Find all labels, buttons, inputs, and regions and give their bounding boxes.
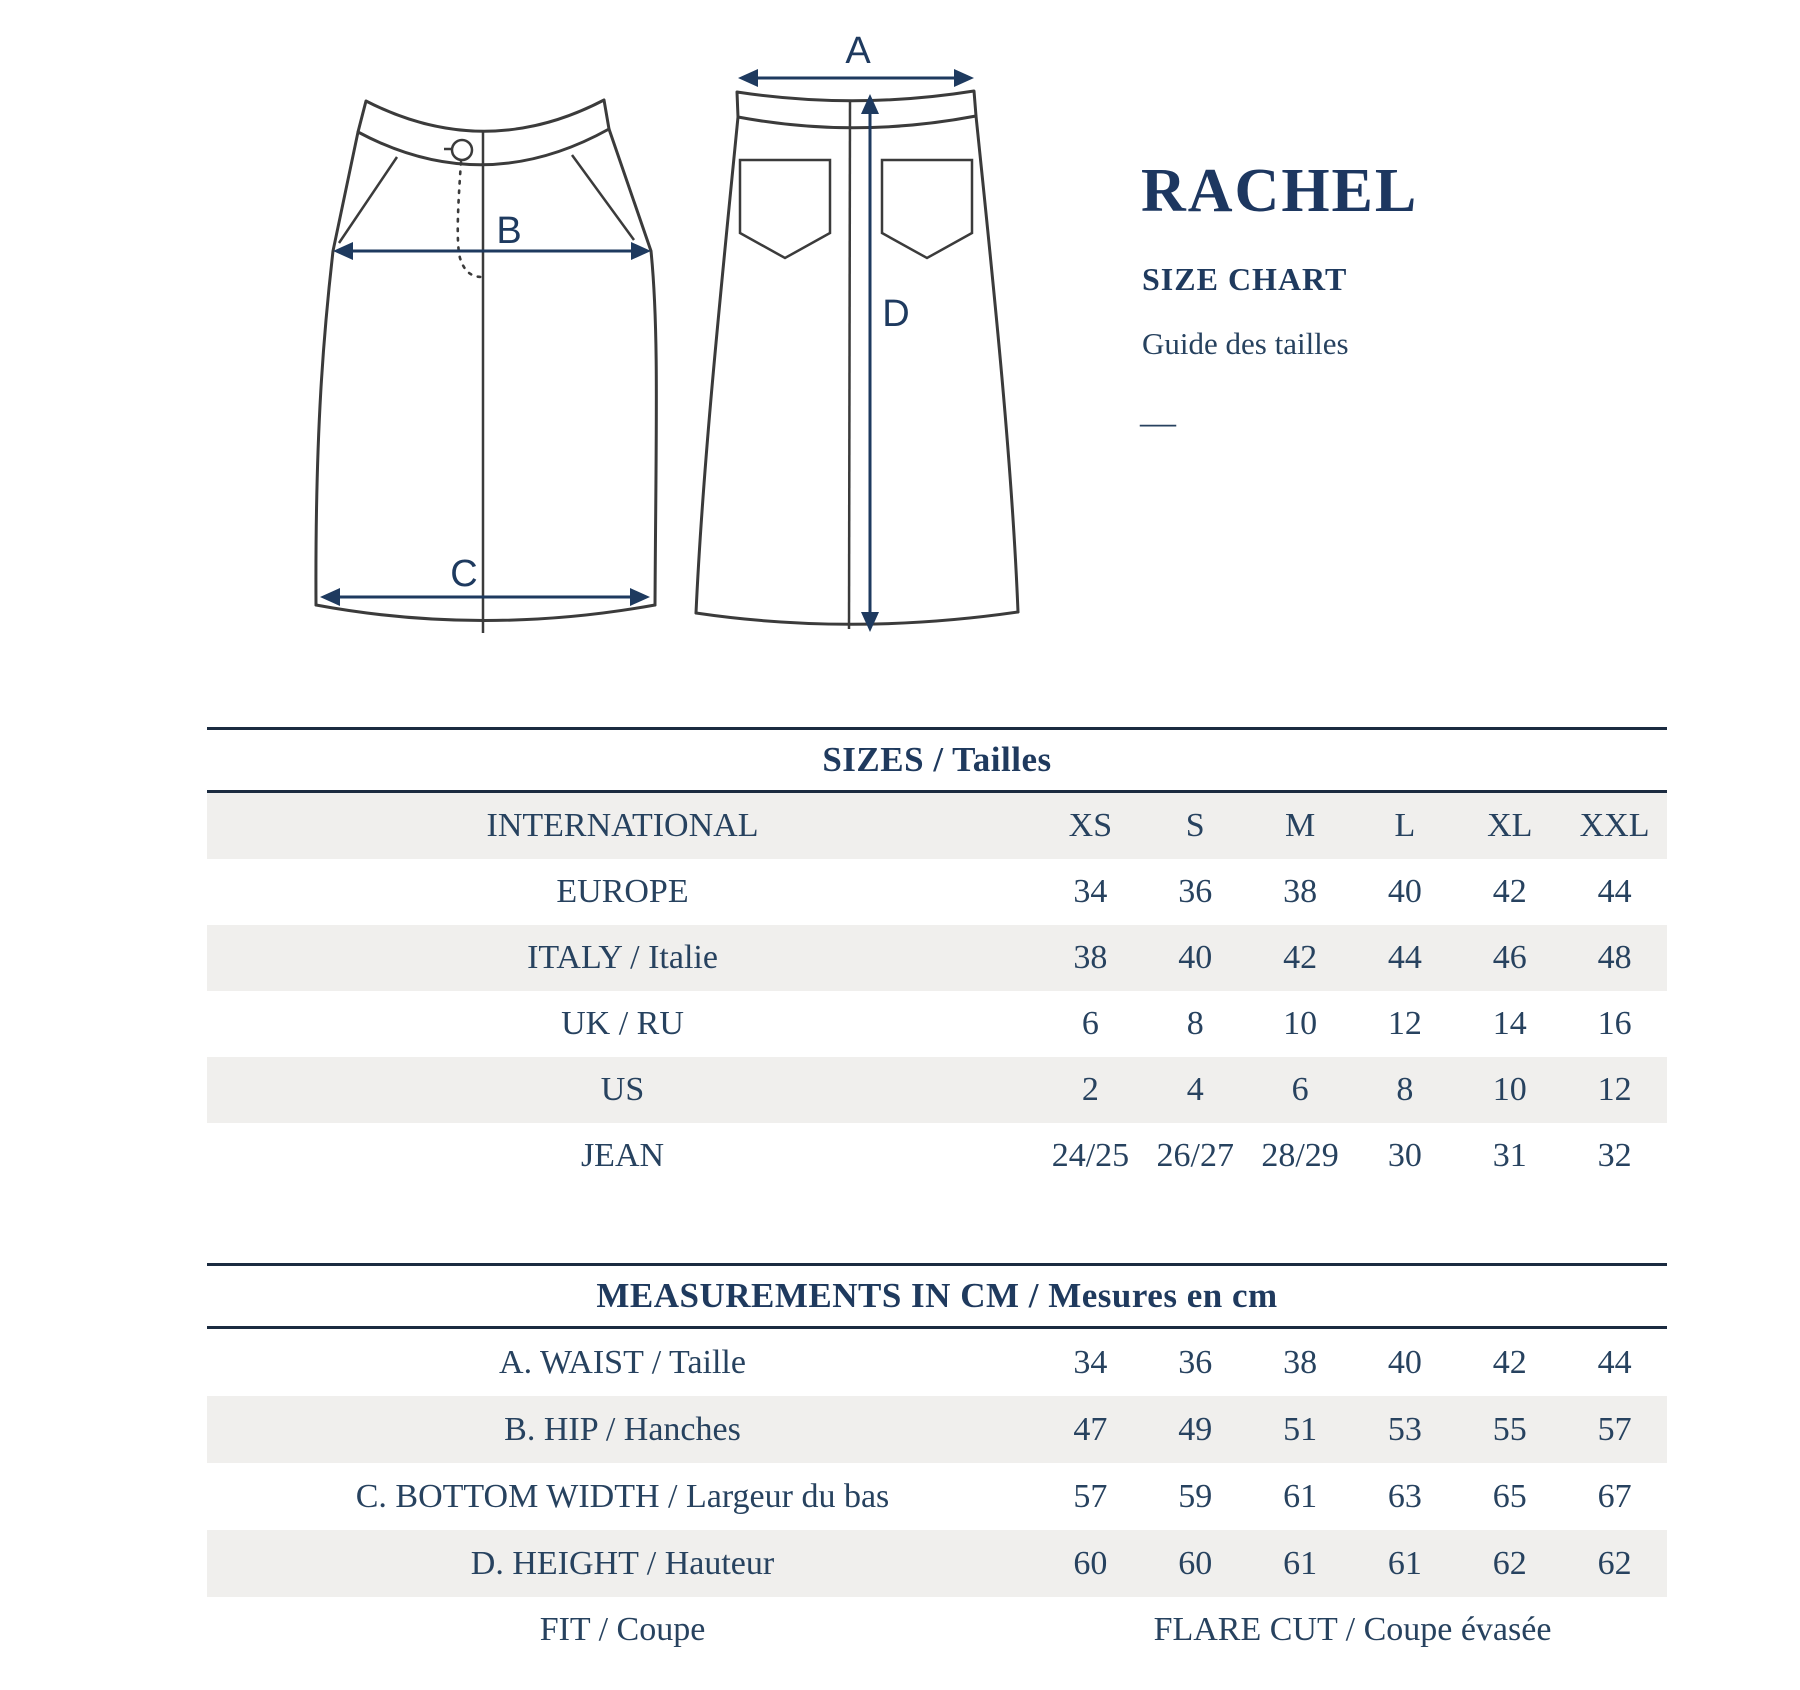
front-left-pocket-line [339,157,397,243]
row-label: B. HIP / Hanches [504,1410,741,1448]
table-row-bottom-width [207,1463,1667,1530]
table-row-italy [207,925,1667,991]
size-value: XXL [1579,807,1650,844]
front-right-pocket-line [572,155,634,240]
arrowhead-c-left [320,588,340,606]
size-value: 46 [1492,939,1527,976]
size-chart-heading: SIZE CHART [1142,261,1348,297]
arrowhead-a-right [954,69,974,87]
row-label: JEAN [580,1137,665,1174]
table-row-uk [207,991,1667,1057]
measure-value: 57 [1597,1410,1632,1448]
row-label: A. WAIST / Taille [499,1343,746,1381]
back-left-pocket [740,160,830,258]
size-value: 10 [1492,1071,1527,1108]
size-value: 38 [1073,939,1108,976]
measure-value: 38 [1283,1343,1318,1381]
size-value: 10 [1283,1005,1318,1042]
sizes-table-title: SIZES / Tailles [207,730,1667,793]
sizes-table [207,727,1667,1189]
size-value: 8 [1186,1005,1204,1042]
size-value: 12 [1597,1071,1632,1108]
size-value: 14 [1492,1005,1527,1042]
size-value: 38 [1283,873,1318,910]
measure-value: 57 [1073,1477,1108,1515]
front-fly-stitch [458,162,482,277]
arrowhead-d-bottom [861,612,879,632]
size-value: 16 [1597,1005,1632,1042]
measure-value: 60 [1178,1544,1213,1582]
size-value: XS [1068,807,1113,844]
row-label: US [600,1071,645,1108]
measure-value: 51 [1283,1410,1318,1448]
measure-value: 44 [1597,1343,1632,1381]
size-value: 48 [1597,939,1632,976]
measure-value: 60 [1073,1544,1108,1582]
measurements-table [207,1263,1667,1663]
size-value: 44 [1597,873,1632,910]
product-title: RACHEL [1141,157,1419,225]
table-row-height [207,1530,1667,1597]
arrowhead-b-left [333,242,353,260]
skirt-front-view [316,100,656,633]
back-center-seam [849,101,850,629]
row-label: INTERNATIONAL [486,807,759,844]
size-value: 8 [1396,1071,1414,1108]
measure-value: 65 [1492,1477,1527,1515]
divider-dash: — [1140,402,1176,442]
measure-value: 55 [1492,1410,1527,1448]
measure-value: 61 [1283,1477,1318,1515]
measure-value: 59 [1178,1477,1213,1515]
fit-value: FLARE CUT / Coupe évasée [1153,1611,1552,1648]
size-value: 6 [1291,1071,1309,1108]
table-row-hip [207,1396,1667,1463]
back-hem [696,612,1018,624]
arrowhead-a-left [738,69,758,87]
measure-label-d: D [882,293,910,335]
measure-value: 61 [1283,1544,1318,1582]
front-right-seam [609,129,656,605]
measure-value: 61 [1387,1544,1422,1582]
size-value: 6 [1081,1005,1099,1042]
measure-value: 47 [1073,1410,1108,1448]
size-value: 12 [1387,1005,1422,1042]
row-label: ITALY / Italie [527,939,718,976]
size-value: 26/27 [1156,1137,1234,1174]
size-chart-heading-fr: Guide des tailles [1142,326,1349,361]
measure-label-a: A [845,30,871,72]
table-row-jean [207,1123,1667,1189]
size-value: 24/25 [1051,1137,1130,1174]
size-value: XL [1487,807,1533,844]
measure-value: 40 [1387,1343,1422,1381]
measure-value: 36 [1178,1343,1213,1381]
back-waistband [737,91,976,128]
size-value: 28/29 [1261,1137,1339,1174]
size-value: 30 [1387,1137,1422,1174]
measurements-table-title: MEASUREMENTS IN CM / Mesures en cm [207,1266,1667,1329]
size-value: 32 [1597,1137,1632,1174]
back-left-seam [696,117,738,613]
table-row-international [207,793,1667,859]
size-value: 44 [1387,939,1422,976]
size-value: M [1284,807,1316,844]
table-row-fit [207,1597,1667,1663]
measure-label-b: B [496,210,522,252]
back-right-seam [976,116,1018,612]
front-button [452,140,472,160]
size-value: L [1394,807,1416,844]
row-label: EUROPE [556,873,689,910]
measure-value: 49 [1178,1410,1213,1448]
size-value: 40 [1178,939,1213,976]
row-label: C. BOTTOM WIDTH / Largeur du bas [355,1477,890,1515]
row-label: UK / RU [561,1005,684,1042]
size-value: 31 [1492,1137,1527,1174]
row-label: D. HEIGHT / Hauteur [470,1544,775,1582]
measure-value: 63 [1387,1477,1422,1515]
size-value: 4 [1186,1071,1204,1108]
measure-value: 53 [1387,1410,1422,1448]
size-value: 42 [1283,939,1318,976]
back-right-pocket [882,160,972,258]
arrowhead-d-top [861,94,879,114]
skirt-diagram [250,20,1050,665]
measure-value: 34 [1073,1343,1108,1381]
measure-value: 42 [1492,1343,1527,1381]
measure-label-c: C [450,553,478,595]
measure-value: 62 [1597,1544,1632,1582]
table-row-us [207,1057,1667,1123]
table-row-waist [207,1329,1667,1396]
size-value: S [1185,807,1205,844]
front-left-seam [316,132,358,605]
size-value: 34 [1073,873,1108,910]
measure-value: 67 [1597,1477,1632,1515]
measure-value: 62 [1492,1544,1527,1582]
row-label: FIT / Coupe [539,1611,706,1648]
size-value: 42 [1492,873,1527,910]
size-value: 40 [1387,873,1422,910]
arrowhead-c-right [630,588,650,606]
size-value: 2 [1081,1071,1099,1108]
skirt-back-view [696,30,1018,632]
table-row-europe [207,859,1667,925]
size-value: 36 [1178,873,1213,910]
front-hem [316,605,655,621]
